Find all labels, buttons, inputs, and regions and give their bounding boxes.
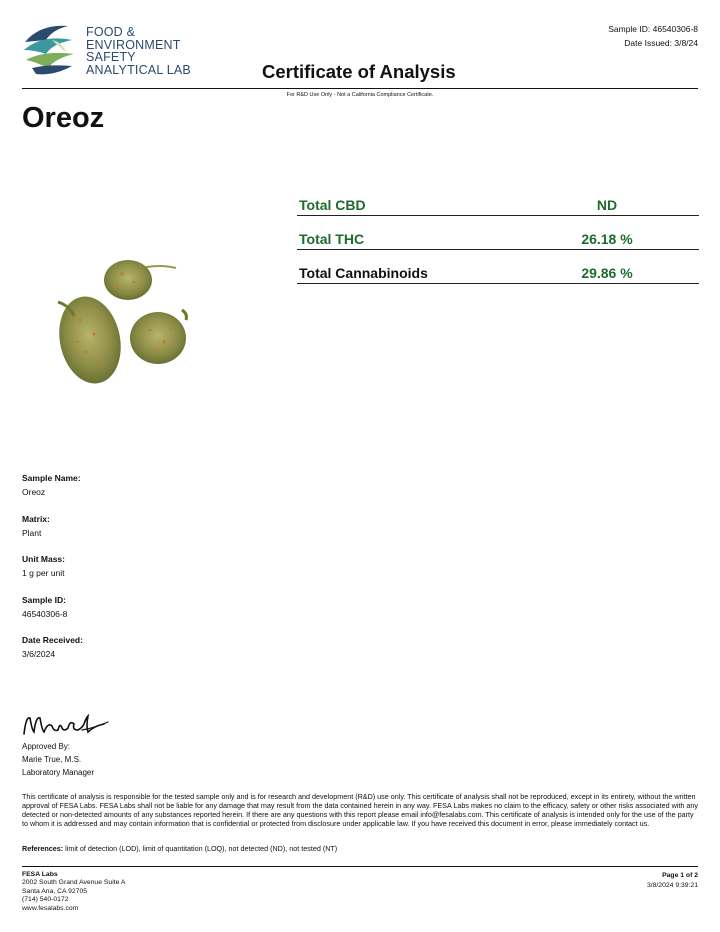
product-name: Oreoz — [22, 102, 105, 134]
footer-website[interactable]: www.fesalabs.com — [22, 904, 79, 912]
print-timestamp: 3/8/2024 9:39:21 — [646, 882, 698, 889]
references-label: References: — [22, 844, 64, 853]
document-title: Certificate of Analysis — [262, 61, 456, 82]
field-label: Sample Name: — [22, 473, 81, 483]
footer-lab-name: FESA Labs — [22, 871, 58, 878]
signature-image — [22, 708, 112, 740]
approver-name: Marie True, M.S. — [22, 755, 82, 764]
handwritten-signature — [22, 708, 112, 740]
logo-line: SAFETY — [86, 50, 136, 64]
sample-meta — [608, 22, 698, 50]
field-label: Unit Mass: — [22, 554, 65, 564]
field-sample-id — [22, 594, 83, 635]
fesa-logo — [22, 20, 192, 82]
field-label: Matrix: — [22, 513, 50, 524]
footer-address-line1: 2002 South Grand Avenue Suite A — [22, 879, 126, 887]
footer-page-info — [647, 871, 698, 891]
footer-address-line2: Santa Ana, CA 92705 — [22, 887, 88, 895]
logo-line: ANALYTICAL LAB — [86, 62, 191, 77]
field-value: 46540306-8 — [22, 608, 68, 619]
approval-block — [22, 740, 94, 779]
logo-line: ENVIRONMENT — [86, 37, 181, 52]
field-value: Oreoz — [22, 487, 46, 497]
summary-value: 29.86 % — [581, 265, 633, 281]
footer-lab-contact — [22, 871, 125, 913]
logo-line: FOOD & — [86, 25, 136, 39]
cannabinoid-summary — [297, 182, 699, 284]
field-value: 3/6/2024 — [22, 649, 56, 659]
field-label: Sample ID: — [22, 594, 66, 605]
field-date-received — [22, 634, 83, 675]
summary-value: 26.18 % — [581, 231, 633, 247]
fesa-logo-icon — [22, 20, 84, 82]
product-photo — [50, 250, 200, 395]
approver-role: Laboratory Manager — [22, 768, 95, 777]
header-divider — [22, 88, 698, 89]
summary-label: Total THC — [299, 231, 365, 247]
field-unit-mass — [22, 553, 83, 594]
field-sample-name — [22, 472, 83, 513]
summary-row-thc — [297, 216, 699, 250]
field-matrix — [22, 513, 83, 554]
footer-divider — [22, 866, 698, 867]
sample-id-line: Sample ID: 46540306-8 — [608, 24, 698, 34]
summary-label: Total CBD — [299, 197, 366, 213]
sample-details — [22, 472, 83, 675]
rd-disclaimer: For R&D Use Only - Not a California Compliance Certificate. — [286, 92, 434, 98]
field-label: Date Received: — [22, 635, 83, 645]
references — [22, 844, 337, 853]
approved-by-label: Approved By: — [22, 742, 71, 751]
date-issued-line: Date Issued: 3/8/24 — [624, 38, 698, 48]
footer-phone: (714) 540-0172 — [22, 896, 69, 904]
page-number: Page 1 of 2 — [662, 872, 698, 879]
summary-row-cbd — [297, 182, 699, 216]
field-value: Plant — [22, 527, 42, 538]
cannabis-bud-image — [50, 250, 200, 395]
logo-wordmark — [86, 26, 191, 76]
legal-disclaimer: This certificate of analysis is responsible for the tested sample only and is for research and development (R&D) use only. This certificate of analysis shall not be reproduced, except in its entirety, without the written approval of FESA Labs. FESA Labs shall not be liable for any damage that may result from the data contained herein in any way. FESA Labs makes no claim to the efficacy, safety or other risks associated with any detected or non-detected amounts of any substances reported herein. If there are any questions with this report please email info@fesalabs.com. This certificate of analysis is intended only for the use of the party to whom it is addressed and may contain information that is confidential or protected from disclosure under applicable law. If you have received this document in error, please immediately contact us. — [22, 792, 698, 828]
references-text: limit of detection (LOD), limit of quantitation (LOQ), not detected (ND), not tested (NT) — [65, 844, 338, 853]
summary-label: Total Cannabinoids — [299, 265, 428, 281]
summary-row-total-cannabinoids — [297, 250, 699, 284]
summary-value: ND — [596, 197, 618, 213]
field-value: 1 g per unit — [22, 568, 65, 578]
